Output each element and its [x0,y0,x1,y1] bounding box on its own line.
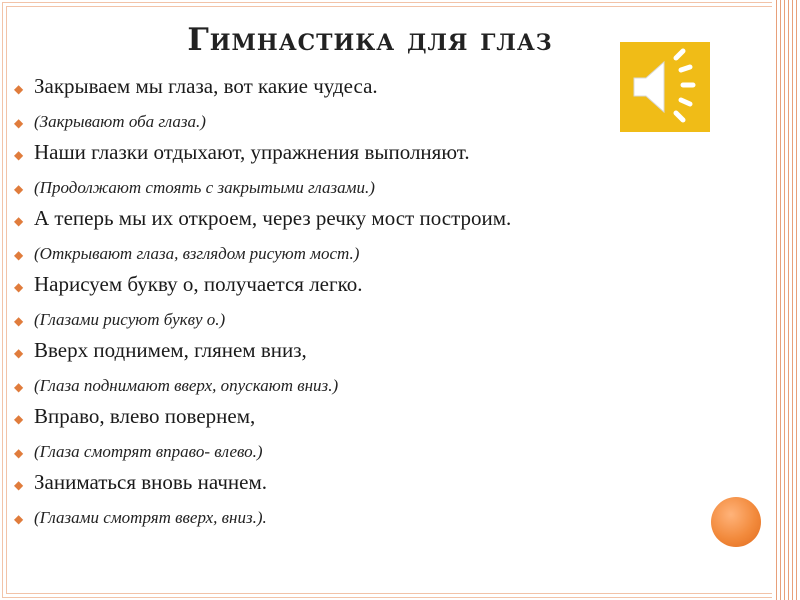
instruction-line [14,442,734,470]
bullet-icon: ◆ [14,116,24,130]
verse-line [14,272,734,314]
line-text: (Глазами смотрят вверх, вниз.). [34,508,267,527]
line-text: Заниматься вновь начнем. [34,470,267,494]
bullet-icon: ◆ [14,412,24,426]
bullet-icon: ◆ [14,446,24,460]
bullet-icon: ◆ [14,478,24,492]
verse-line [14,206,734,248]
line-text: Вверх поднимем, глянем вниз, [34,338,307,362]
line-text: (Продолжают стоять с закрытыми глазами.) [34,178,375,197]
bullet-icon: ◆ [14,248,24,262]
instruction-line [14,244,734,272]
verse-line [14,404,734,446]
bullet-icon: ◆ [14,346,24,360]
orange-circle-decoration [711,497,761,547]
verse-line [14,338,734,380]
bullet-icon: ◆ [14,380,24,394]
bullet-icon: ◆ [14,214,24,228]
bullet-icon: ◆ [14,512,24,526]
line-text: (Глазами рисуют букву о.) [34,310,226,329]
instruction-line [14,376,734,404]
bullet-icon: ◆ [14,314,24,328]
verse-line [14,74,734,116]
bullet-icon: ◆ [14,280,24,294]
instruction-line [14,508,734,536]
instruction-line [14,112,734,140]
line-text: (Глаза смотрят вправо- влево.) [34,442,263,461]
bullet-icon: ◆ [14,82,24,96]
slide-title: Гимнастика для глаз [187,22,553,58]
line-text: А теперь мы их откроем, через речку мост построим. [34,206,512,230]
line-text: (Открывают глаза, взглядом рисуют мост.) [34,244,360,263]
right-decorative-band [772,0,800,600]
line-text: Наши глазки отдыхают, упражнения выполняют. [34,140,470,164]
line-text: Нарисуем букву о, получается легко. [34,272,363,296]
bullet-icon: ◆ [14,148,24,162]
bullet-icon: ◆ [14,182,24,196]
line-text: (Закрывают оба глаза.) [34,112,206,131]
line-text: Закрываем мы глаза, вот какие чудеса. [34,74,378,98]
instruction-line [14,310,734,338]
line-text: (Глаза поднимают вверх, опускают вниз.) [34,376,339,395]
verse-line [14,140,734,182]
line-text: Вправо, влево повернем, [34,404,256,428]
instruction-line [14,178,734,206]
verse-line [14,470,734,512]
exercise-list [14,74,734,536]
